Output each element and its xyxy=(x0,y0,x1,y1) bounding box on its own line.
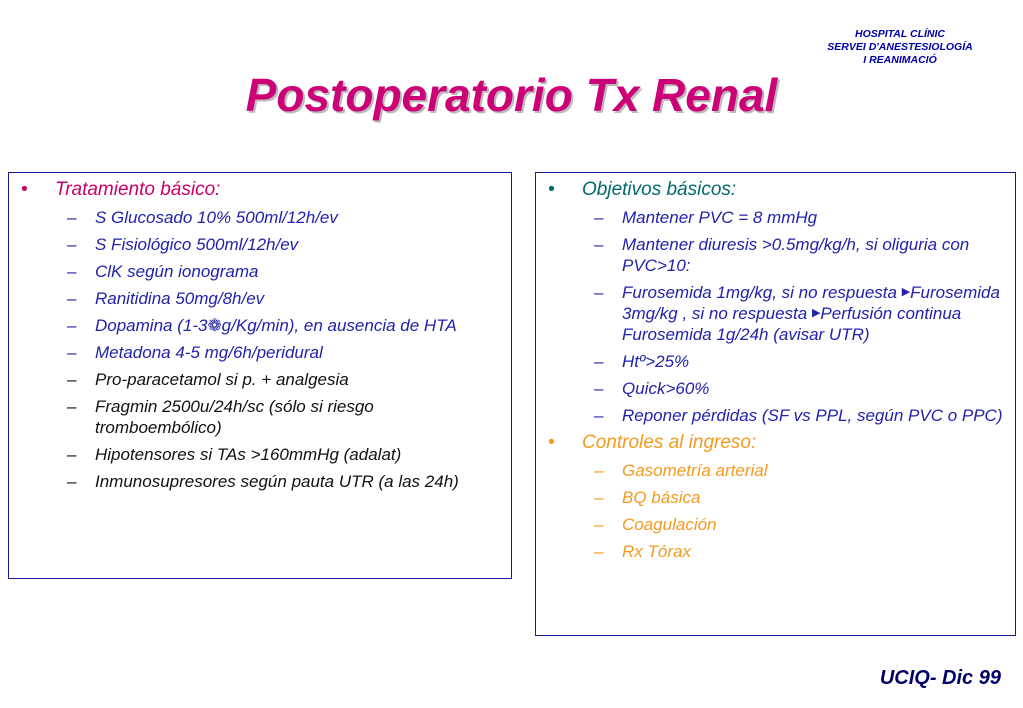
furosemide-text-b: Furosemida 3mg/kg , si no respuesta xyxy=(622,283,1000,323)
list-item: – Hipotensores si TAs >160mmHg (adalat) xyxy=(67,445,402,464)
list-item-text: Coagulación xyxy=(622,515,717,534)
list-item-text: Htº>25% xyxy=(622,352,690,371)
list-item: – Rx Tórax xyxy=(594,542,691,561)
treatment-box xyxy=(8,172,512,579)
list-item: – S Glucosado 10% 500ml/12h/ev xyxy=(67,208,338,227)
list-item-text: Inmunosupresores según pauta UTR (a las 24h) xyxy=(95,472,459,491)
treatment-heading-text: Tratamiento básico: xyxy=(55,179,221,200)
slide-title: Postoperatorio Tx Renal xyxy=(245,69,778,121)
furosemide-text-a: Furosemida 1mg/kg, si no respuesta xyxy=(622,283,897,302)
arrow-right-icon: ▶ xyxy=(811,307,821,319)
arrow-right-icon: ▶ xyxy=(901,286,911,298)
list-item: – Gasometría arterial xyxy=(594,461,768,480)
list-item-text: ClK según ionograma xyxy=(95,262,259,281)
list-item-text: Dopamina (1-3❁g/Kg/min), en ausencia de HTA xyxy=(95,316,457,335)
list-item-text: Reponer pérdidas (SF vs PPL, según PVC o PPC) xyxy=(622,406,1003,425)
list-item: – Metadona 4-5 mg/6h/peridural xyxy=(67,343,323,362)
list-item-text: Metadona 4-5 mg/6h/peridural xyxy=(95,343,323,362)
list-item-text: S Glucosado 10% 500ml/12h/ev xyxy=(95,208,338,227)
footer-label: UCIQ- Dic 99 xyxy=(879,667,1001,689)
objectives-heading-text: Objetivos básicos: xyxy=(582,179,737,200)
list-item: – Inmunosupresores según pauta UTR (a las 24h) xyxy=(67,472,459,491)
treatment-list xyxy=(9,207,511,492)
list-item: – Mantener PVC = 8 mmHg xyxy=(594,208,818,227)
list-item: – Pro-paracetamol si p. + analgesia xyxy=(67,370,349,389)
list-item: – S Fisiológico 500ml/12h/ev xyxy=(67,235,299,254)
list-item: – BQ básica xyxy=(594,488,701,507)
objectives-box xyxy=(535,172,1016,636)
list-item: – Quick>60% xyxy=(594,379,710,398)
controls-list xyxy=(536,460,1015,562)
treatment-heading: • Tratamiento básico: xyxy=(21,179,221,200)
hospital-line-1: HOSPITAL CLÍNIC xyxy=(854,28,946,40)
list-item: – ClK según ionograma xyxy=(67,262,259,281)
list-item-text: Gasometría arterial xyxy=(622,461,768,480)
list-item-text: Mantener PVC = 8 mmHg xyxy=(622,208,818,227)
list-item: – Furosemida 1mg/kg, si no respuesta ▶Furosemida 3mg/kg , si no respuesta ▶Perfusión continua Furosemida 1g/24h (avisar UTR) xyxy=(594,283,1000,344)
list-item-text: Mantener diuresis >0.5mg/kg/h, si oliguria con PVC>10: xyxy=(622,235,970,275)
list-item-text: Ranitidina 50mg/8h/ev xyxy=(95,289,265,308)
list-item-text: S Fisiológico 500ml/12h/ev xyxy=(95,235,299,254)
list-item: – Mantener diuresis >0.5mg/kg/h, si oliguria con PVC>10: xyxy=(594,235,970,275)
list-item: – Fragmin 2500u/24h/sc (sólo si riesgo tromboembólico) xyxy=(67,397,374,437)
list-item: – Coagulación xyxy=(594,515,717,534)
controls-heading-text: Controles al ingreso: xyxy=(582,432,757,453)
list-item-text: Rx Tórax xyxy=(622,542,691,561)
list-item: – Dopamina (1-3❁g/Kg/min), en ausencia de HTA xyxy=(67,316,457,335)
objectives-heading: • Objetivos básicos: xyxy=(548,179,737,200)
list-item-text: Quick>60% xyxy=(622,379,710,398)
hospital-header xyxy=(800,28,1000,67)
hospital-line-3: I REANIMACIÓ xyxy=(863,54,937,66)
list-item-text: Pro-paracetamol si p. + analgesia xyxy=(95,370,349,389)
list-item: – Ranitidina 50mg/8h/ev xyxy=(67,289,265,308)
list-item: – Reponer pérdidas (SF vs PPL, según PVC o PPC) xyxy=(594,406,1003,425)
list-item: – Htº>25% xyxy=(594,352,690,371)
list-item-text: BQ básica xyxy=(622,488,701,507)
list-item-text: Hipotensores si TAs >160mmHg (adalat) xyxy=(95,445,402,464)
objectives-list xyxy=(536,207,1015,426)
controls-heading: • Controles al ingreso: xyxy=(548,432,757,453)
list-item-text: Fragmin 2500u/24h/sc (sólo si riesgo tromboembólico) xyxy=(95,397,374,437)
hospital-line-2: SERVEI D'ANESTESIOLOGÍA xyxy=(827,41,973,53)
furosemide-text-c: Perfusión continua Furosemida 1g/24h (avisar UTR) xyxy=(622,304,962,344)
